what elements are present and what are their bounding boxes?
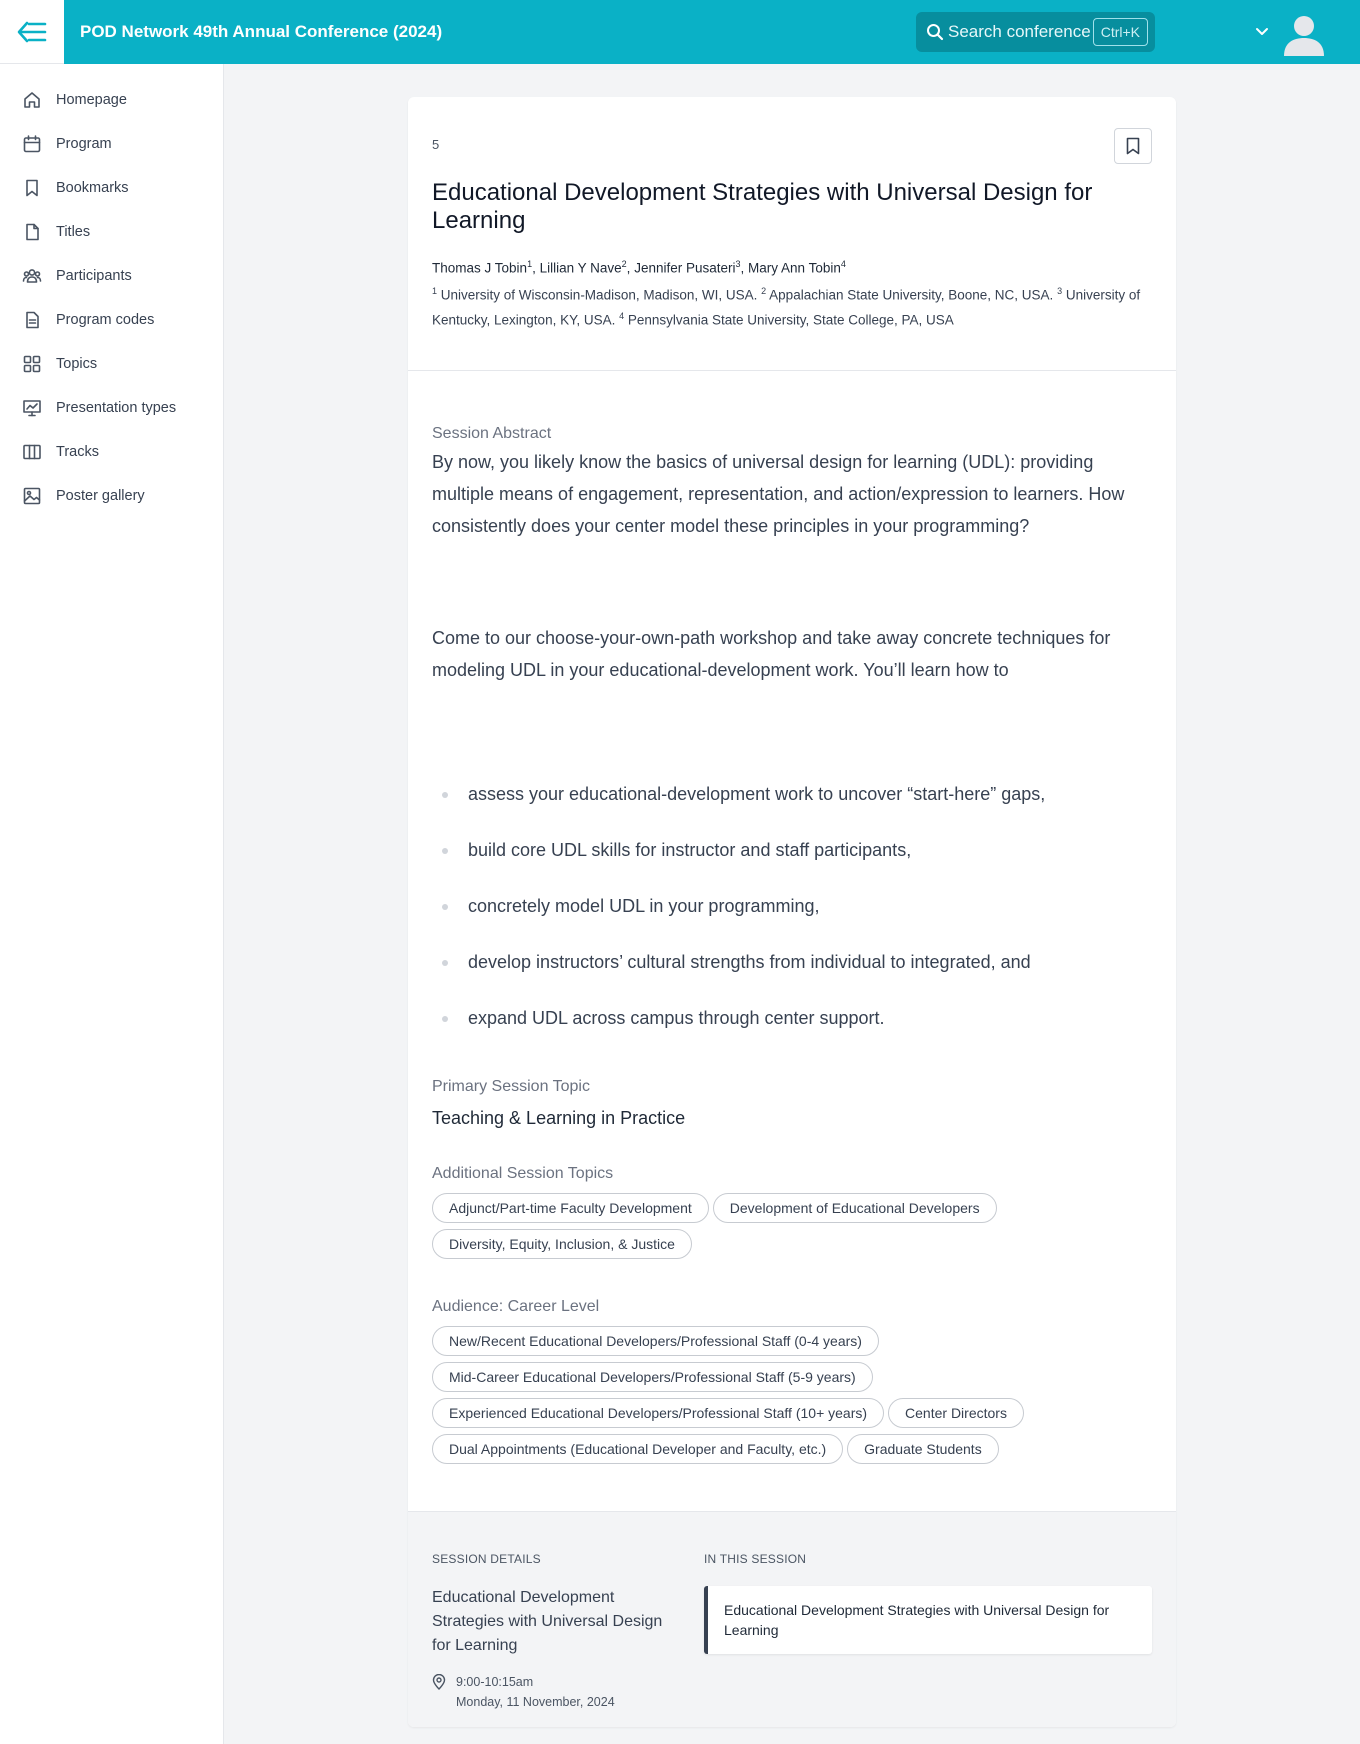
bookmark-icon <box>1125 137 1141 155</box>
bookmark-icon <box>22 178 42 198</box>
session-title: Educational Development Strategies with Universal Design for Learning <box>432 179 1093 234</box>
author-name[interactable]: Mary Ann Tobin <box>748 260 841 276</box>
author-affil-sup: 2 <box>621 259 627 269</box>
author-affil-sup: 3 <box>735 259 741 269</box>
menu-collapse-icon <box>17 20 47 44</box>
search-icon <box>926 23 944 41</box>
affil-sup: 3 <box>1057 286 1063 296</box>
session-time-value: 9:00-10:15am <box>456 1675 534 1689</box>
session-details-label: SESSION DETAILS <box>432 1552 541 1566</box>
abstract-bullet-list <box>432 766 1152 1046</box>
audience-chip[interactable]: Experienced Educational Developers/Professional Staff (10+ years) <box>432 1398 884 1428</box>
affiliation: Pennsylvania State University, State College, PA, USA <box>627 312 954 327</box>
session-date-value: Monday, 11 November, 2024 <box>456 1695 615 1709</box>
list-item: develop instructors’ cultural strengths from individual to integrated, and <box>432 934 1152 990</box>
sidebar-item-label: Topics <box>56 356 98 372</box>
sidebar-item-homepage[interactable] <box>0 78 223 122</box>
topic-chip[interactable]: Diversity, Equity, Inclusion, & Justice <box>432 1229 692 1259</box>
search-input[interactable] <box>948 22 1098 42</box>
session-card <box>408 97 1176 1727</box>
audience-chip[interactable]: New/Recent Educational Developers/Professional Staff (0-4 years) <box>432 1326 879 1356</box>
session-header <box>408 97 1176 371</box>
search-box[interactable] <box>916 12 1155 52</box>
session-details-panel <box>408 1511 1176 1727</box>
author-affil-sup: 4 <box>840 259 846 269</box>
sidebar-item-label: Tracks <box>56 444 99 460</box>
sidebar-item-program-codes[interactable] <box>0 298 223 342</box>
sidebar-item-bookmarks[interactable] <box>0 166 223 210</box>
search-shortcut-hint: Ctrl+K <box>1093 18 1148 46</box>
in-this-session-label: IN THIS SESSION <box>704 1552 807 1566</box>
abstract-paragraph: Come to our choose-your-own-path workshop and take away concrete techniques for modeling UDL in your educational-development work. You’ll learn how to <box>432 628 1111 680</box>
authors-line: Thomas J Tobin$^1$, Lillian Y Nave$^2$, Jennifer Pusateri$^3$, Mary Ann Tobin$^4$ <box>432 259 846 276</box>
list-item: build core UDL skills for instructor and staff participants, <box>432 822 1152 878</box>
audience-chip[interactable]: Center Directors <box>888 1398 1024 1428</box>
author-affil-sup: 1 <box>527 259 533 269</box>
people-icon <box>22 266 42 286</box>
affiliations <box>432 281 1152 330</box>
list-item: assess your educational-development work to uncover “start-here” gaps, <box>432 766 1152 822</box>
sidebar-item-label: Titles <box>56 224 91 240</box>
in-session-item[interactable]: Educational Development Strategies with Universal Design for Learning <box>704 1586 1152 1654</box>
sidebar-item-program[interactable] <box>0 122 223 166</box>
sidebar-item-label: Poster gallery <box>56 488 145 504</box>
document-icon <box>22 222 42 242</box>
affil-sup: 4 <box>619 310 625 321</box>
chevron-down-icon <box>1255 27 1269 37</box>
list-item: concretely model UDL in your programming, <box>432 878 1152 934</box>
location-pin-icon <box>432 1674 446 1690</box>
primary-topic-value: Teaching & Learning in Practice <box>432 1108 686 1128</box>
session-details-title[interactable]: Educational Development Strategies with Universal Design for Learning <box>432 1589 663 1654</box>
primary-topic-label: Primary Session Topic <box>432 1078 590 1095</box>
author-name[interactable]: Thomas J Tobin <box>432 260 528 276</box>
audience-chip[interactable]: Mid-Career Educational Developers/Professional Staff (5-9 years) <box>432 1362 873 1392</box>
author-name[interactable]: Lillian Y Nave <box>539 260 622 276</box>
list-item: expand UDL across campus through center support. <box>432 990 1152 1046</box>
bookmark-button[interactable] <box>1114 128 1152 164</box>
session-body <box>408 425 1176 1470</box>
sidebar-item-topics[interactable] <box>0 342 223 386</box>
author-name[interactable]: Jennifer Pusateri <box>634 260 736 276</box>
image-icon <box>22 486 42 506</box>
document-lines-icon <box>22 310 42 330</box>
additional-topics-chips <box>432 1193 1052 1265</box>
affiliation: University of Wisconsin-Madison, Madison, WI, USA. <box>440 287 758 303</box>
affiliation: University of Kentucky, Lexington, KY, USA. <box>432 287 1141 327</box>
affil-sup: 2 <box>761 286 767 296</box>
affiliation: Appalachian State University, Boone, NC, USA. <box>769 287 1054 303</box>
grid-icon <box>22 354 42 374</box>
sidebar-item-label: Participants <box>56 268 132 284</box>
sidebar-item-titles[interactable] <box>0 210 223 254</box>
menu-toggle-button[interactable] <box>0 0 64 64</box>
sidebar-item-tracks[interactable] <box>0 430 223 474</box>
session-details-column <box>432 1552 682 1712</box>
abstract-paragraph: By now, you likely know the basics of universal design for learning (UDL): providing multiple means of engagement, representation, and action/expression to learners. How consistently does your center model these principles in your programming? <box>432 452 1125 536</box>
chip-row <box>432 1326 1152 1362</box>
topic-chip[interactable]: Development of Educational Developers <box>713 1193 997 1223</box>
sidebar-item-label: Program <box>56 136 112 152</box>
columns-icon <box>22 442 42 462</box>
audience-chips <box>432 1326 1152 1470</box>
chip-row <box>432 1398 1152 1434</box>
sidebar-item-participants[interactable] <box>0 254 223 298</box>
chip-row <box>432 1434 1152 1470</box>
app-title[interactable]: POD Network 49th Annual Conference (2024) <box>80 22 443 41</box>
chip-row <box>432 1362 1152 1398</box>
sidebar <box>0 64 224 1744</box>
calendar-icon <box>22 134 42 154</box>
affil-sup: 1 <box>432 286 438 296</box>
sidebar-item-label: Bookmarks <box>56 180 129 196</box>
user-avatar-icon <box>1282 12 1326 56</box>
home-icon <box>22 90 42 110</box>
account-dropdown-button[interactable] <box>1252 22 1272 42</box>
audience-label: Audience: Career Level <box>432 1298 600 1315</box>
sidebar-item-label: Presentation types <box>56 400 177 416</box>
topic-chip[interactable]: Adjunct/Part-time Faculty Development <box>432 1193 709 1223</box>
session-time <box>432 1672 682 1712</box>
presentation-icon <box>22 398 42 418</box>
audience-chip[interactable]: Dual Appointments (Educational Developer and Faculty, etc.) <box>432 1434 843 1464</box>
sidebar-item-poster-gallery[interactable] <box>0 474 223 518</box>
sidebar-item-label: Program codes <box>56 312 155 328</box>
additional-topics-label: Additional Session Topics <box>432 1165 614 1182</box>
sidebar-item-presentation-types[interactable] <box>0 386 223 430</box>
user-avatar[interactable] <box>1282 12 1326 56</box>
top-bar <box>0 0 1360 64</box>
abstract-label: Session Abstract <box>432 425 552 442</box>
session-number: 5 <box>432 137 440 152</box>
in-this-session-column <box>704 1552 1152 1654</box>
sidebar-item-label: Homepage <box>56 92 127 108</box>
audience-chip[interactable]: Graduate Students <box>847 1434 999 1464</box>
